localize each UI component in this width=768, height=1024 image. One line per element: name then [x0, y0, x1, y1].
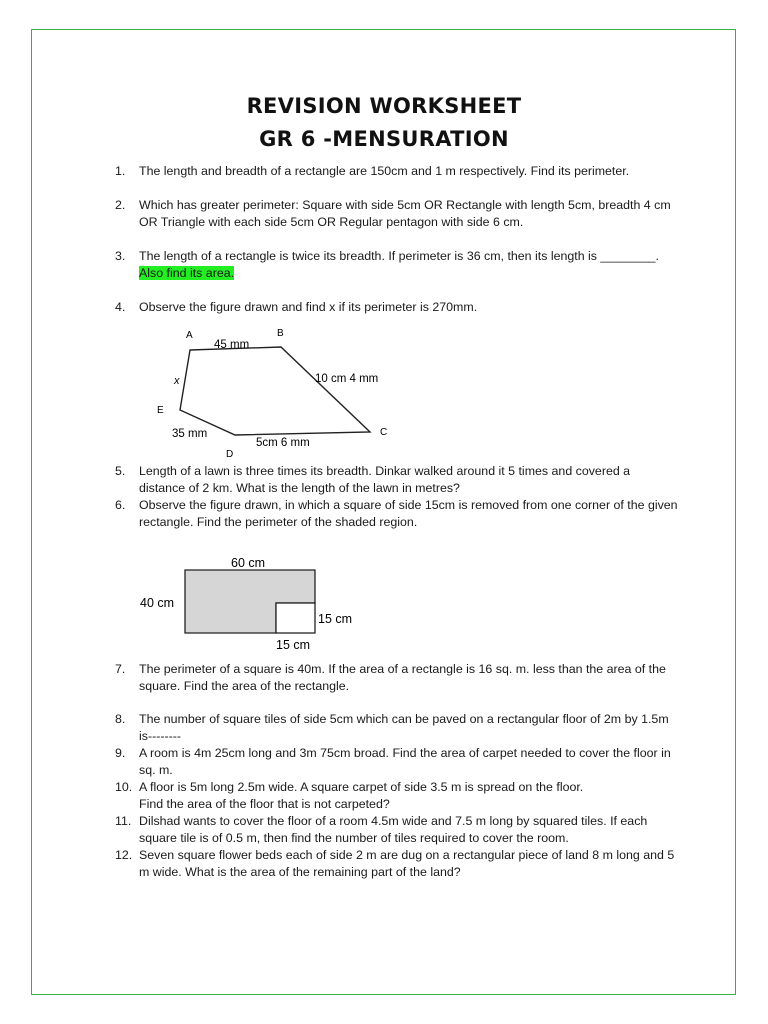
side-ea-label: x — [174, 375, 180, 387]
rectangle-figure — [135, 550, 375, 655]
question-number: 9. — [115, 746, 126, 760]
removed-square — [276, 603, 315, 633]
vertex-c-label: C — [380, 427, 388, 438]
top-dimension-label: 60 cm — [231, 556, 266, 570]
question-text: Length of a lawn is three times its breadth. Dinkar walked around it 5 times and covered a distance of 2 km. What is the length of the lawn in metres? — [139, 464, 631, 495]
question-number: 2. — [115, 198, 126, 212]
highlighted-text: Also find its area. — [139, 266, 235, 280]
question-text-wrap — [139, 248, 679, 282]
question-number: 7. — [115, 662, 126, 676]
question-text: A room is 4m 25cm long and 3m 75cm broad. Find the area of carpet needed to cover the floor in sq. m. — [139, 746, 671, 777]
question-text: The length and breadth of a rectangle are 150cm and 1 m respectively. Find its perimeter. — [139, 164, 630, 178]
worksheet-title: REVISION WORKSHEET — [246, 94, 522, 118]
question-text: Observe the figure drawn and find x if its perimeter is 270mm. — [139, 300, 478, 314]
left-dimension-label: 40 cm — [140, 596, 175, 610]
vertex-e-label: E — [157, 405, 164, 416]
vertex-a-label: A — [186, 330, 193, 341]
side-cd-label: 5cm 6 mm — [256, 437, 310, 449]
question-text: Seven square flower beds each of side 2 m are dug on a rectangular piece of land 8 m long and 5 m wide. What is the area of the remaining part of the land? — [139, 848, 675, 879]
question-text: Which has greater perimeter: Square with side 5cm OR Rectangle with length 5cm, breadth 4 cm OR Triangle with each side 5cm OR Regular pentagon with side 6 cm. — [139, 198, 671, 229]
square-bottom-label: 15 cm — [276, 638, 311, 652]
question-text: The number of square tiles of side 5cm which can be paved on a rectangular floor of 2m by 1.5m is-------- — [139, 712, 669, 743]
question-number: 1. — [115, 164, 126, 178]
side-de-label: 35 mm — [172, 428, 208, 440]
question-number: 4. — [115, 300, 126, 314]
vertex-b-label: B — [277, 328, 284, 339]
question-number: 11. — [115, 814, 132, 828]
question-number: 8. — [115, 712, 126, 726]
worksheet-subtitle: GR 6 -MENSURATION — [259, 127, 509, 151]
question-text-line2: Find the area of the floor that is not carpeted? — [139, 797, 390, 811]
question-number: 6. — [115, 498, 126, 512]
pentagon-shape — [180, 347, 370, 435]
side-ab-label: 45 mm — [214, 339, 250, 351]
question-text: Dilshad wants to cover the floor of a room 4.5m wide and 7.5 m long by squared tiles. If each square tile is of 0.5 m, then find the number of tiles required to cover the room. — [139, 814, 648, 845]
question-text-wrap — [139, 779, 679, 813]
question-text: The perimeter of a square is 40m. If the area of a rectangle is 16 sq. m. less than the area of the square. Find the area of the rectangle. — [139, 662, 666, 693]
side-bc-label: 10 cm 4 mm — [315, 373, 379, 385]
question-text: Observe the figure drawn, in which a square of side 15cm is removed from one corner of the given rectangle. Find the perimeter of the shaded region. — [139, 498, 678, 529]
square-side-label: 15 cm — [318, 612, 353, 626]
question-number: 10. — [115, 780, 133, 794]
question-number: 3. — [115, 249, 126, 263]
pentagon-figure — [150, 322, 410, 462]
question-text: A floor is 5m long 2.5m wide. A square carpet of side 3.5 m is spread on the floor. — [139, 780, 584, 794]
vertex-d-label: D — [226, 449, 234, 460]
question-number: 5. — [115, 464, 126, 478]
question-number: 12. — [115, 848, 133, 862]
question-text: The length of a rectangle is twice its breadth. If perimeter is 36 cm, then its length is ________. — [139, 249, 660, 263]
